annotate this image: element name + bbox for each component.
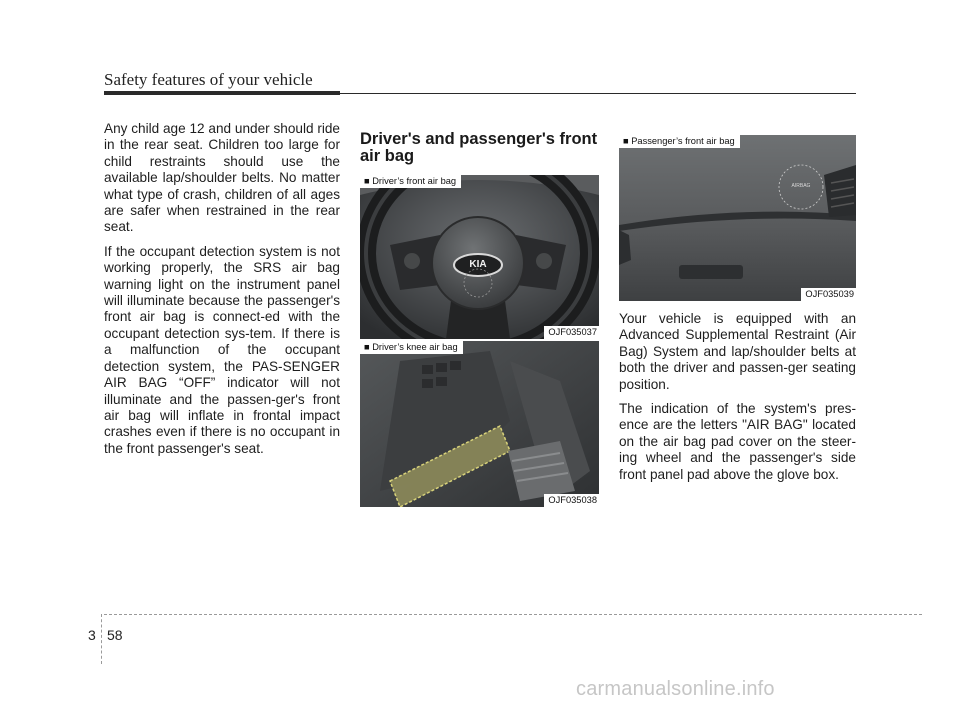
right-paragraph-2: The indication of the system's pres-ence are the letters "AIR BAG" located on the air bag pad cover on the steer-ing wheel and the passenger's side front panel pad above the glove box. (619, 401, 856, 482)
chapter-number: 3 (88, 627, 96, 643)
left-paragraph-1: Any child age 12 and under should ride in the rear seat. Children too large for child restraints should use the available lap/shoulder belts. No matter what type of crash, children of all ages are safer when restrained in the rear seat. (104, 121, 340, 235)
steering-wheel-logo: KIA (469, 259, 487, 270)
figure-driver-knee-airbag (360, 341, 599, 507)
figure-code: OJF035037 (544, 326, 599, 339)
figure-caption: ■ Driver’s knee air bag (360, 341, 463, 354)
right-paragraph-1: Your vehicle is equipped with an Advanced Supplemental Restraint (Air Bag) System and lap/shoulder belts at both the driver and passen-ger seating position. (619, 311, 856, 392)
watermark: carmanualsonline.info (576, 678, 775, 700)
page-header-title: Safety features of your vehicle (104, 70, 313, 89)
figure-passenger-front-airbag (619, 135, 856, 301)
figure-code: OJF035038 (544, 494, 599, 507)
steering-wheel-illustration (360, 175, 599, 339)
passenger-dash-illustration (619, 135, 856, 301)
airbag-panel-text: AIRBAG (791, 183, 811, 189)
footer-rule (104, 614, 922, 615)
figure-code: OJF035039 (801, 288, 856, 301)
knee-airbag-illustration (360, 341, 599, 507)
header-rule-thin (340, 93, 856, 94)
header-rule-thick (104, 91, 340, 95)
figure-caption: ■ Driver’s front air bag (360, 175, 461, 188)
footer-vertical-rule (101, 614, 102, 664)
section-heading: Driver's and passenger's front air bag (360, 130, 598, 165)
left-column (104, 121, 340, 465)
figure-driver-front-airbag (360, 175, 599, 339)
page-number: 58 (107, 627, 123, 643)
left-paragraph-2: If the occupant detection system is not working properly, the SRS air bag warning light on the instrument panel will illuminate because the passenger's front air bag is connect-ed with the occupant detection sys-tem. If there is a malfunction of the occupant detection system, the PAS-SENGER AIR BAG “OFF” indicator will not illuminate and the passen-ger's front air bag will inflate in frontal impact crashes even if there is no occupant in the front passenger's seat. (104, 243, 340, 456)
right-column (619, 311, 856, 491)
figure-caption: ■ Passenger’s front air bag (619, 135, 740, 148)
